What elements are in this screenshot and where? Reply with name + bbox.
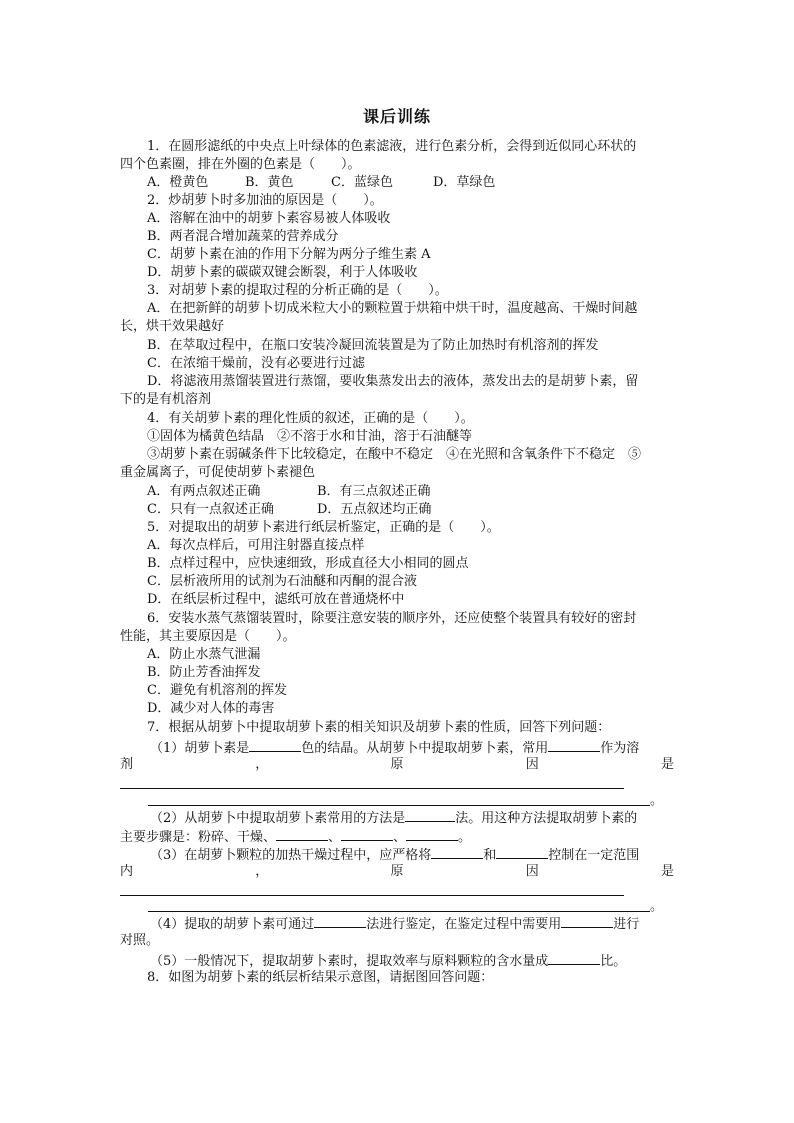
q1-option-c: C．蓝绿色 [331, 175, 393, 190]
q2-stem: 2．炒胡萝卜时多加油的原因是（ ）。 [147, 193, 383, 208]
q1-option-d: D．草绿色 [433, 175, 496, 190]
q4-stem: 4．有关胡萝卜素的理化性质的叙述，正确的是（ ）。 [147, 411, 474, 426]
q6-option-d: D．减少对人体的毒害 [147, 701, 275, 716]
q7-part3-line2 [120, 863, 674, 881]
q5-option-b: B．点样过程中，应快速细致，形成直径大小相同的圆点 [147, 556, 469, 571]
q7-part3-text-b: 和 [483, 848, 497, 863]
q7-part4-text-a: （4）提取的胡萝卜素可通过 [150, 917, 315, 932]
q7-part5-line1 [150, 951, 626, 971]
q7-part4-text-b: 法进行鉴定，在鉴定过程中需要用 [366, 917, 562, 932]
q7-part3-text-c: 控制在一定范围 [548, 848, 640, 863]
q7-part1-text-b: 色的结晶。从胡萝卜中提取胡萝卜素，常用 [301, 741, 549, 756]
q7-part3-blank-2[interactable] [496, 845, 548, 859]
q7-part2-sep-1: 、 [328, 830, 342, 845]
q2-option-d: D．胡萝卜素的碳碳双键会断裂，利于人体吸收 [147, 265, 418, 280]
q3-option-d-line1: D．将滤液用蒸馏装置进行蒸馏，要收集蒸发出去的液体，蒸发出去的是胡萝卜素，留 [147, 374, 639, 389]
q7-part2-text-c: 主要步骤是：粉碎、干燥、 [120, 830, 277, 845]
q7-part3-answer-line2[interactable] [148, 911, 650, 912]
q4-option-a: A．有两点叙述正确 [147, 484, 261, 499]
q7-part5-blank-relation[interactable] [548, 951, 600, 965]
q7-part1-word-1: 剂 [120, 757, 134, 772]
q7-part3-word-2: ， [255, 864, 269, 879]
q7-part1-blank-color[interactable] [249, 738, 301, 752]
q7-part2-sep-2: 、 [393, 830, 407, 845]
q7-part3-word-4: 因 [525, 864, 539, 879]
q7-stem: 7．根据从胡萝卜中提取胡萝卜素的相关知识及胡萝卜素的性质，回答下列问题： [147, 720, 611, 735]
q4-statement-line1: ①固体为橘黄色结晶 ②不溶于水和甘油，溶于石油醚等 [147, 429, 473, 444]
q1-option-a: A．橙黄色 [147, 175, 209, 190]
q3-option-a-line2: 长，烘干效果越好 [120, 319, 225, 334]
q7-part1-text-a: （1）胡萝卜素是 [150, 741, 250, 756]
q6-stem-line2: 性能，其主要原因是（ ）。 [120, 629, 296, 644]
q7-part2-text-b: 法。用这种方法提取胡萝卜素的 [455, 811, 638, 826]
q6-option-a: A．防止水蒸气泄漏 [147, 647, 261, 662]
q1-stem-line2: 四个色素圈，排在外圈的色素是（ ）。 [120, 157, 361, 172]
q7-part1-line1 [150, 738, 639, 758]
q7-part1-answer-line2[interactable] [148, 805, 650, 806]
q7-part1-answer-line1[interactable] [120, 788, 624, 789]
q5-option-d: D．在纸层析过程中，滤纸可放在普通烧杯中 [147, 592, 405, 607]
q3-stem: 3．对胡萝卜素的提取过程的分析正确的是（ ）。 [147, 283, 448, 298]
q8-stem: 8．如图为胡萝卜素的纸层析结果示意图，请据图回答问题： [147, 970, 494, 985]
q2-option-c: C．胡萝卜素在油的作用下分解为两分子维生素 A [147, 247, 431, 262]
q7-part3-text-a: （3）在胡萝卜颗粒的加热干燥过程中，应严格将 [150, 848, 432, 863]
q7-part2-blank-step3[interactable] [406, 827, 458, 841]
q2-option-b: B．两者混合增加蔬菜的营养成分 [147, 229, 339, 244]
q4-option-c: C．只有一点叙述正确 [147, 502, 274, 517]
q6-option-c: C．避免有机溶剂的挥发 [147, 683, 287, 698]
q3-option-a-line1: A．在把新鲜的胡萝卜切成米粒大小的颗粒置于烘箱中烘干时，温度越高、干燥时间越 [147, 301, 638, 316]
q7-part3-blank-1[interactable] [431, 845, 483, 859]
page-title: 课后训练 [362, 107, 431, 126]
q7-part1-word-4: 因 [525, 757, 539, 772]
q7-part3-answer-line1[interactable] [120, 895, 624, 896]
q6-option-b: B．防止芳香油挥发 [147, 665, 261, 680]
q5-option-a: A．每次点样后，可用注射器直接点样 [147, 538, 365, 553]
q3-option-c: C．在浓缩干燥前，没有必要进行过滤 [147, 356, 365, 371]
q4-statement-line2: ③胡萝卜素在弱碱条件下比较稳定，在酸中不稳定 ④在光照和含氧条件下不稳定 ⑤ [147, 447, 642, 462]
q7-part2-blank-method[interactable] [405, 808, 455, 822]
q4-option-b: B．有三点叙述正确 [317, 484, 431, 499]
q7-part2-end: 。 [458, 830, 472, 845]
q7-part3-word-1: 内 [120, 864, 134, 879]
q7-part1-line2 [120, 756, 674, 774]
q7-part2-blank-step1[interactable] [276, 827, 328, 841]
q2-option-a: A．溶解在油中的胡萝卜素容易被人体吸收 [147, 211, 391, 226]
q7-part4-line1 [150, 914, 639, 934]
q1-option-b: B．黄色 [245, 175, 294, 190]
q7-part1-word-5: 是 [660, 757, 674, 772]
q3-option-b: B．在萃取过程中，在瓶口安装冷凝回流装置是为了防止加热时有机溶剂的挥发 [147, 338, 599, 353]
q7-part3-line1 [150, 845, 639, 865]
q7-part1-end-mark: 。 [650, 793, 664, 808]
q7-part2-text-a: （2）从胡萝卜中提取胡萝卜素常用的方法是 [150, 811, 406, 826]
q7-part4-blank-standard[interactable] [561, 914, 613, 928]
q7-part4-blank-method[interactable] [314, 914, 366, 928]
q4-options-row1 [147, 483, 431, 501]
q5-option-c: C．层析液所用的试剂为石油醚和丙酮的混合液 [147, 574, 417, 589]
q5-stem: 5．对提取出的胡萝卜素进行纸层析鉴定，正确的是（ ）。 [147, 520, 500, 535]
q7-part2-blank-step2[interactable] [341, 827, 393, 841]
q7-part3-word-5: 是 [660, 864, 674, 879]
q7-part2-line2 [120, 827, 471, 847]
q7-part1-text-c: 作为溶 [600, 741, 640, 756]
q4-options-row2 [147, 501, 431, 519]
q7-part3-word-3: 原 [390, 864, 404, 879]
q7-part3-end-mark: 。 [650, 899, 664, 914]
q4-statement-line3: 重金属离子，可促使胡萝卜素褪色 [120, 465, 316, 480]
q4-option-d: D．五点叙述均正确 [317, 502, 432, 517]
q7-part4-text-c: 进行 [613, 917, 640, 932]
q1-options [147, 174, 495, 192]
q7-part5-text-a: （5）一般情况下，提取胡萝卜素时，提取效率与原料颗粒的含水量成 [150, 954, 549, 969]
q7-part1-word-3: 原 [390, 757, 404, 772]
q7-part5-text-b: 比。 [600, 954, 627, 969]
q3-option-d-line2: 下的是有机溶剂 [120, 392, 212, 407]
q7-part2-line1 [150, 808, 637, 828]
q6-stem-line1: 6．安装水蒸气蒸馏装置时，除要注意安装的顺序外，还应使整个装置具有较好的密封 [147, 611, 637, 626]
q7-part4-line2: 对照。 [120, 933, 160, 948]
q1-stem-line1: 1．在圆形滤纸的中央点上叶绿体的色素滤液，进行色素分析，会得到近似同心环状的 [147, 139, 637, 154]
q7-part1-blank-solvent[interactable] [548, 738, 600, 752]
q7-part1-word-2: ， [255, 757, 269, 772]
